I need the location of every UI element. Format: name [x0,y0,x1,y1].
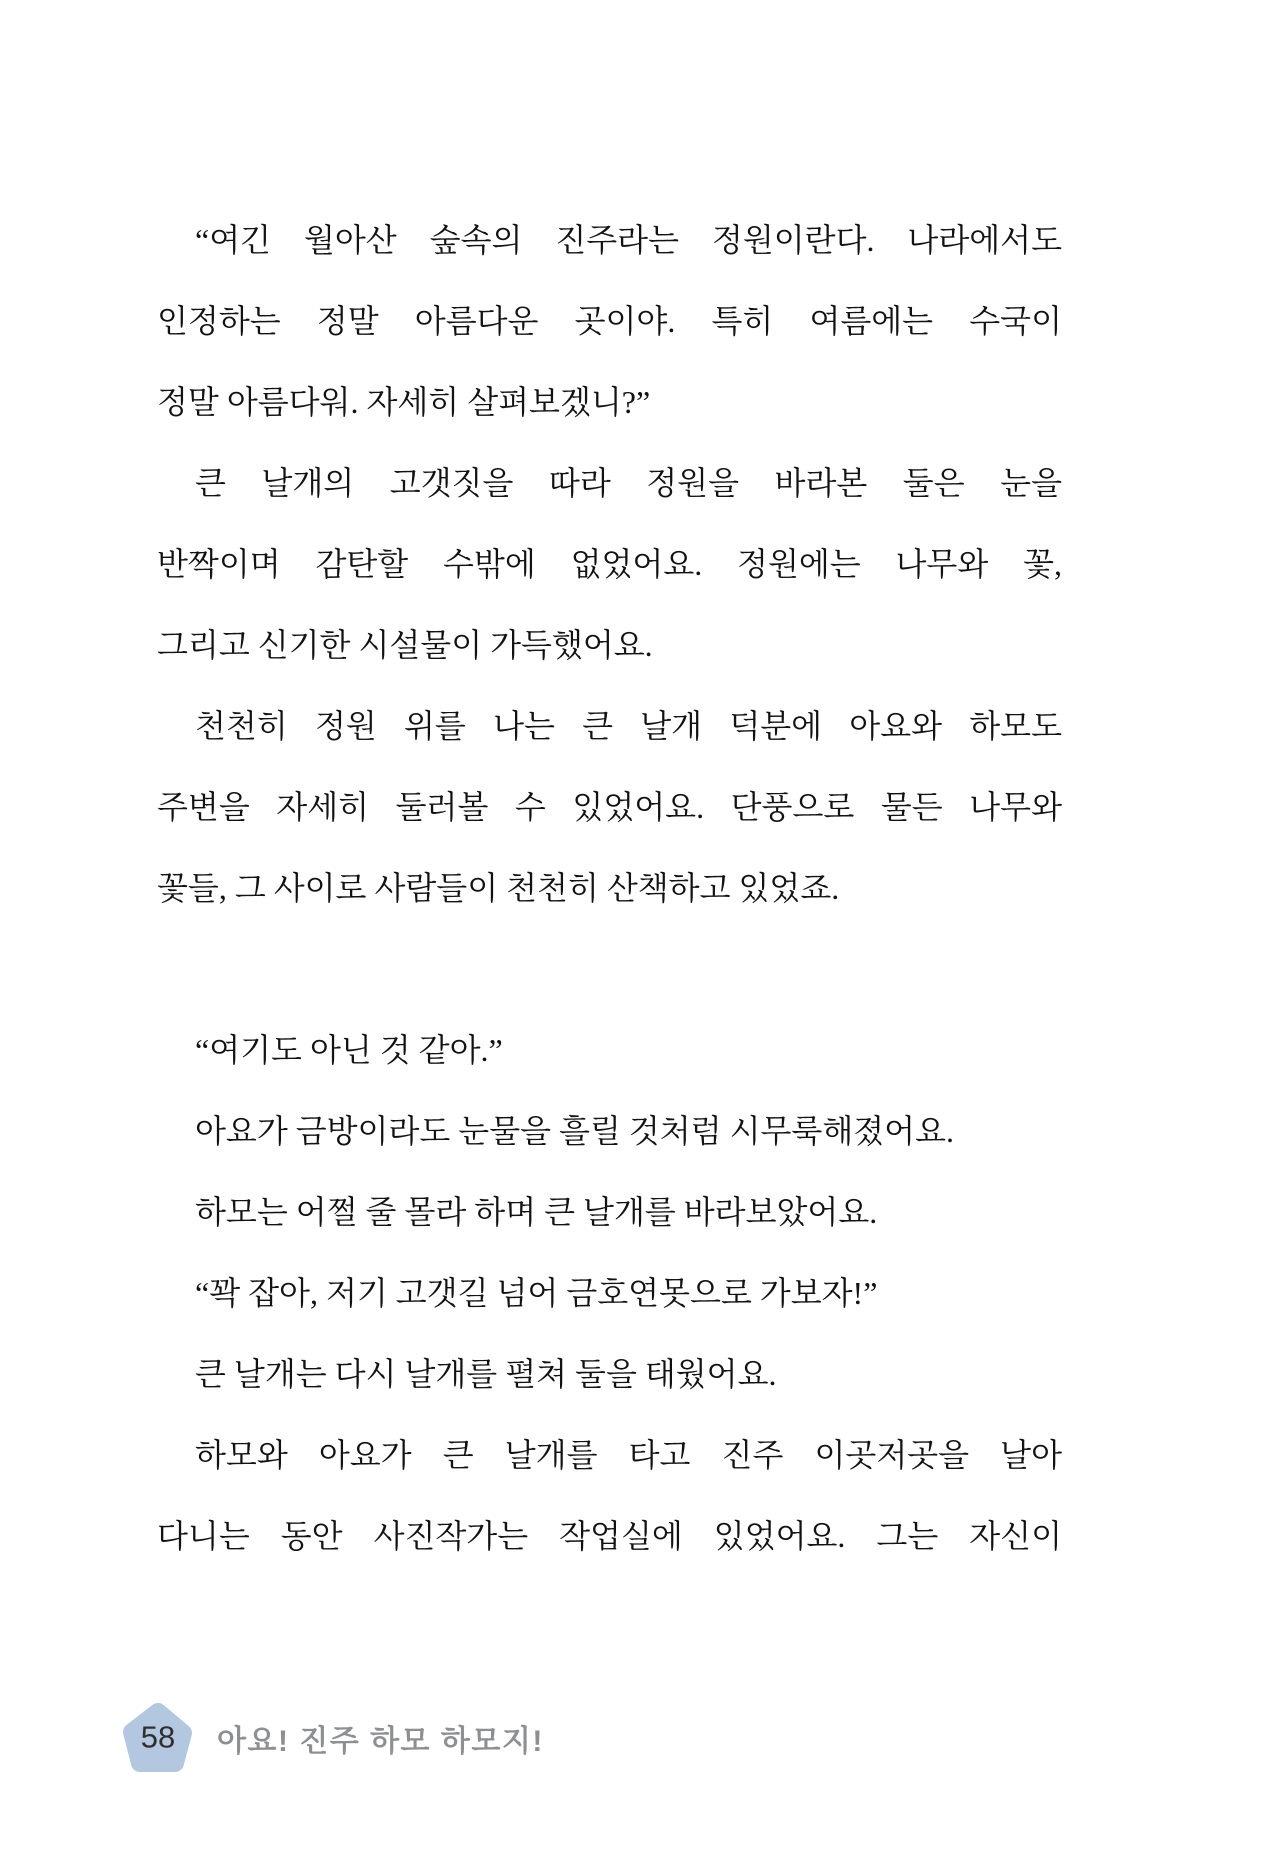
text-line: “여긴 월아산 숲속의 진주라는 정원이란다. 나라에서도 [195,222,1062,258]
text-line: 정말 아름다워. 자세히 살펴보겠니?” [157,384,651,420]
text-line: 인정하는 정말 아름다운 곳이야. 특히 여름에는 수국이 [157,303,1062,339]
text-line: 큰 날개는 다시 날개를 펼쳐 둘을 태웠어요. [195,1356,777,1392]
page-number: 58 [140,1719,176,1755]
text-line: 하모는 어쩔 줄 몰라 하며 큰 날개를 바라보았어요. [195,1194,878,1230]
text-line: “여기도 아닌 것 같아.” [195,1032,503,1068]
text-line: 다니는 동안 사진작가는 작업실에 있었어요. 그는 자신이 [157,1518,1062,1554]
text-line: 하모와 아요가 큰 날개를 타고 진주 이곳저곳을 날아 [195,1437,1062,1473]
paragraph-gap [157,929,1062,1010]
text-line: 꽃들, 그 사이로 사람들이 천천히 산책하고 있었죠. [157,870,840,906]
text-line: 아요가 금방이라도 눈물을 흘릴 것처럼 시무룩해졌어요. [195,1113,954,1149]
text-line: 주변을 자세히 둘러볼 수 있었어요. 단풍으로 물든 나무와 [157,789,1062,825]
page-number-badge [121,1700,195,1776]
text-line: “꽉 잡아, 저기 고갯길 넘어 금호연못으로 가보자!” [195,1275,878,1311]
book-title: 아요! 진주 하모 하모지! [217,1725,544,1758]
text-line: 반짝이며 감탄할 수밖에 없었어요. 정원에는 나무와 꽃, [157,546,1062,582]
page-footer [121,1700,544,1776]
body-text-block [157,200,1062,1577]
text-line: 천천히 정원 위를 나는 큰 날개 덕분에 아요와 하모도 [195,708,1062,744]
text-line: 그리고 신기한 시설물이 가득했어요. [157,627,653,663]
text-line: 큰 날개의 고갯짓을 따라 정원을 바라본 둘은 눈을 [195,465,1062,501]
